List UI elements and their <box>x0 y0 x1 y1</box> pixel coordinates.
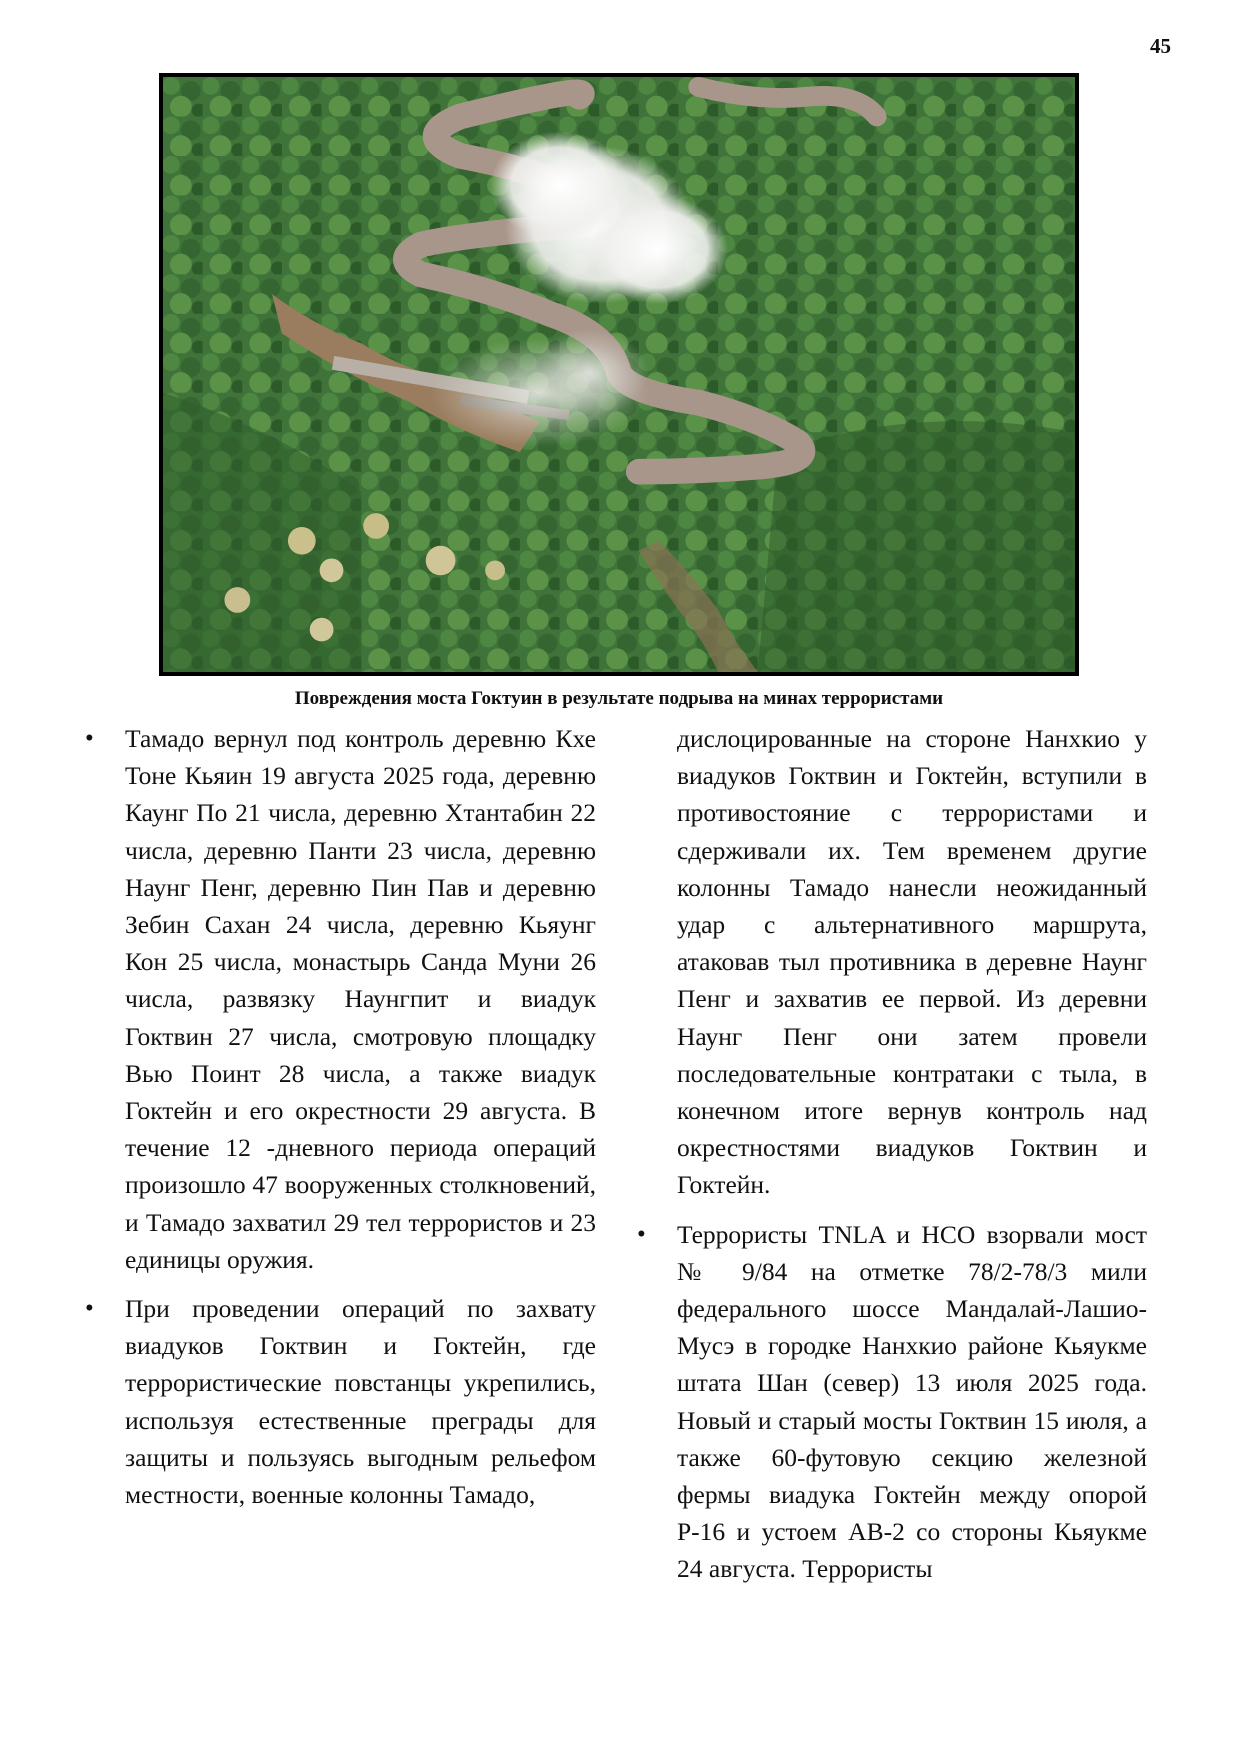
page-number: 45 <box>1150 34 1171 58</box>
list-item <box>85 1290 596 1513</box>
list-item <box>85 720 596 1278</box>
bullet: • <box>85 1295 94 1323</box>
aerial-photo-bridge-damage <box>159 73 1079 676</box>
left-column <box>85 720 596 1513</box>
right-column <box>637 720 1147 1588</box>
bullet: • <box>85 725 94 752</box>
list-item-text: Террористы TNLA и НСО взорвали мост № 9/84 на отметке 78/2-78/3 мили федерального шоссе Мандалай-Лашио-Мусэ в городке Нанхкио районе Кьяукме штата Шан (север) 13 июля 2025 года. Новый и старый мосты Гоктвин 15 июля, а также 60-футовую секцию железной фермы виадука Гоктейн между опорой Р-16 и устоем АВ-2 со стороны Кьяукме 24 августа. Террористы <box>677 1219 1147 1584</box>
list-item <box>637 1216 1147 1588</box>
bullet: • <box>637 1220 646 1248</box>
continued-paragraph: дислоцированные на стороне Нанхкио у виадуков Гоктвин и Гоктейн, вступили в противостояние с террористами и сдерживали их. Тем временем другие колонны Тамадо нанесли неожиданный удар с альтернативного маршрута, атаковав тыл противника в деревне Наунг Пенг и захватив ее первой. Из деревни Наунг Пенг они затем провели последовательные контратаки с тыла, в конечном итоге вернув контроль над окрестностями виадуков Гоктвин и Гоктейн. <box>677 724 1147 1200</box>
photo-illustration <box>163 77 1075 672</box>
figure-caption: Повреждения моста Гоктуин в результате подрыва на минах террористами <box>294 688 944 709</box>
list-item-text: Тамадо вернул под контроль деревню Кхе Тоне Кьяин 19 августа 2025 года, деревню Каунг По 21 числа, деревню Хтантабин 22 числа, деревню Панти 23 числа, деревню Наунг Пенг, деревню Пин Пав и деревню Зебин Сахан 24 числа, деревню Кьяунг Кон 25 числа, монастырь Санда Муни 26 числа, развязку Наунгпит и виадук Гоктвин 27 числа, смотровую площадку Вью Поинт 28 числа, а также виадук Гоктейн и его окрестности 29 августа. В течение 12 -дневного периода операций произошло 47 вооруженных столкновений, и Тамадо захватил 29 тел террористов и 23 единицы оружия. <box>125 724 596 1274</box>
list-item-text: При проведении операций по захвату виадуков Гоктвин и Гоктейн, где террористические повстанцы укрепились, используя естественные преграды для защиты и пользуясь выгодным рельефом местности, военные колонны Тамадо, <box>125 1294 596 1510</box>
